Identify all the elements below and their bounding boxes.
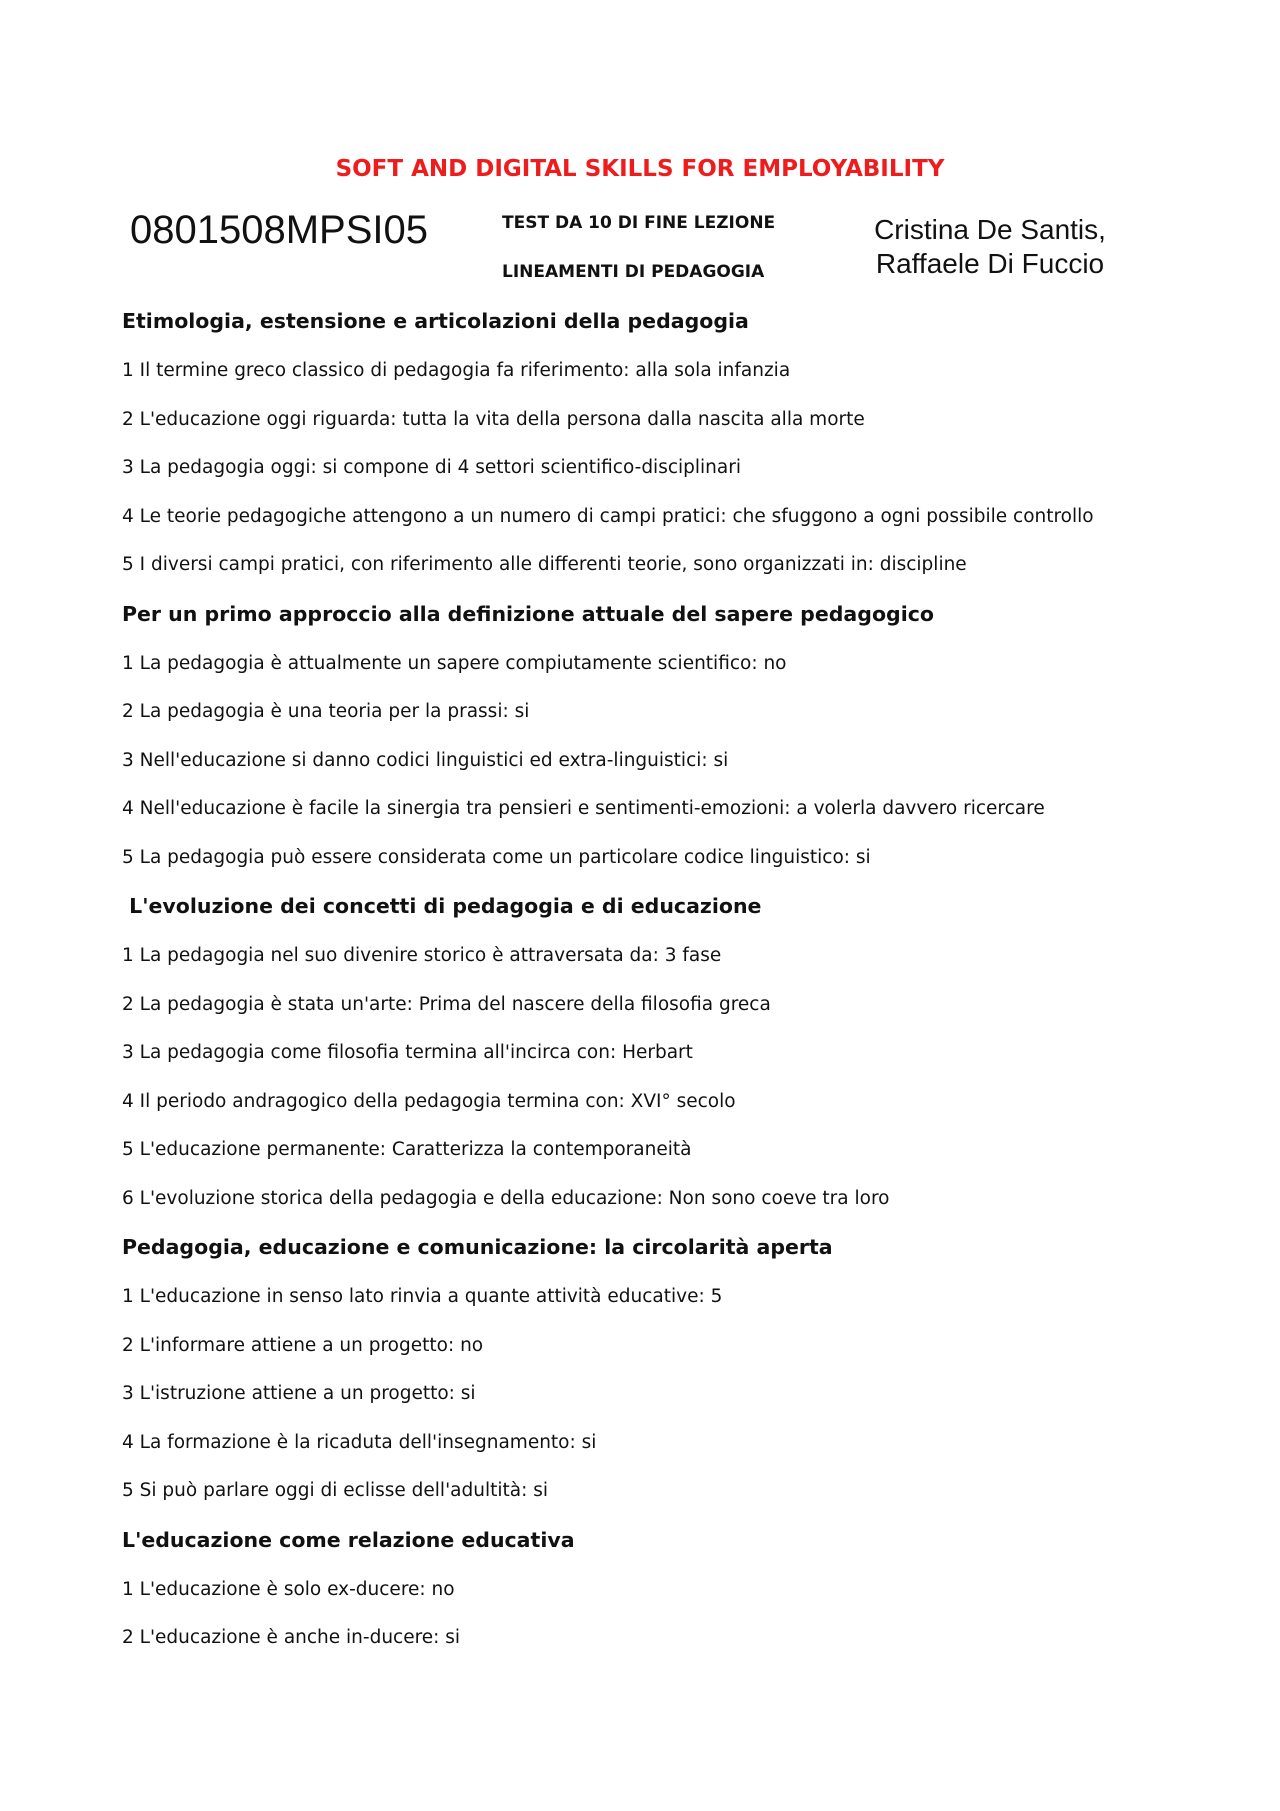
- question-answer: 1 Il termine greco classico di pedagogia fa riferimento: alla sola infanzia: [122, 360, 791, 381]
- question-answer: 3 L'istruzione attiene a un progetto: si: [122, 1383, 476, 1404]
- question-answer: 5 I diversi campi pratici, con riferimento alle differenti teorie, sono organizzati in: discipline: [122, 554, 967, 575]
- question-answer: 4 Il periodo andragogico della pedagogia termina con: XVI° secolo: [122, 1090, 736, 1112]
- question-answer: 2 L'educazione è anche in-ducere: si: [122, 1627, 461, 1648]
- question-answer: 5 La pedagogia può essere considerata come un particolare codice linguistico: si: [122, 846, 871, 868]
- question-answer: 2 L'educazione oggi riguarda: tutta la vita della persona dalla nascita alla morte: [122, 408, 865, 430]
- question-answer: 3 Nell'educazione si danno codici linguistici ed extra-linguistici: si: [122, 749, 729, 771]
- question-answer: 3 La pedagogia come filosofia termina all'incirca con: Herbart: [122, 1042, 693, 1063]
- authors: [860, 213, 1120, 281]
- question-answer: 2 L'informare attiene a un progetto: no: [122, 1334, 484, 1356]
- question-answer: 6 L'evoluzione storica della pedagogia e della educazione: Non sono coeve tra loro: [122, 1187, 890, 1209]
- question-answer: 5 Si può parlare oggi di eclisse dell'adultità: si: [122, 1480, 548, 1501]
- section-heading: L'evoluzione dei concetti di pedagogia e di educazione: [122, 894, 762, 918]
- question-answer: 4 Le teorie pedagogiche attengono a un numero di campi pratici: che sfuggono a ogni possibile controllo: [122, 505, 1094, 527]
- course-name: LINEAMENTI DI PEDAGOGIA: [502, 262, 765, 282]
- author-line: Cristina De Santis,: [874, 214, 1106, 245]
- question-answer: 4 Nell'educazione è facile la sinergia tra pensieri e sentimenti-emozioni: a volerla davvero ricercare: [122, 798, 1045, 819]
- question-answer: 5 L'educazione permanente: Caratterizza la contemporaneità: [122, 1139, 692, 1160]
- question-answer: 1 L'educazione è solo ex-ducere: no: [122, 1578, 455, 1600]
- question-answer: 2 La pedagogia è stata un'arte: Prima del nascere della filosofia greca: [122, 993, 771, 1015]
- question-answer: 1 La pedagogia nel suo divenire storico è attraversata da: 3 fase: [122, 945, 722, 966]
- question-answer: 1 L'educazione in senso lato rinvia a quante attività educative: 5: [122, 1286, 723, 1307]
- question-answer: 1 La pedagogia è attualmente un sapere compiutamente scientifico: no: [122, 652, 787, 674]
- document-title: SOFT AND DIGITAL SKILLS FOR EMPLOYABILITY: [335, 156, 945, 182]
- test-label: TEST DA 10 DI FINE LEZIONE: [502, 213, 776, 233]
- section-heading: Per un primo approccio alla definizione attuale del sapere pedagogico: [122, 601, 934, 626]
- course-code: 0801508MPSI05: [130, 208, 429, 252]
- content: [122, 306, 1242, 1672]
- section-heading: L'educazione come relazione educativa: [122, 1527, 575, 1552]
- question-answer: 3 La pedagogia oggi: si compone di 4 settori scientifico-disciplinari: [122, 457, 741, 478]
- section-heading: Pedagogia, educazione e comunicazione: la circolarità aperta: [122, 1235, 833, 1259]
- question-answer: 4 La formazione è la ricaduta dell'insegnamento: si: [122, 1431, 597, 1453]
- question-answer: 2 La pedagogia è una teoria per la prassi: si: [122, 701, 530, 722]
- author-line: Raffaele Di Fuccio: [875, 248, 1105, 279]
- section-heading: Etimologia, estensione e articolazioni della pedagogia: [122, 309, 749, 333]
